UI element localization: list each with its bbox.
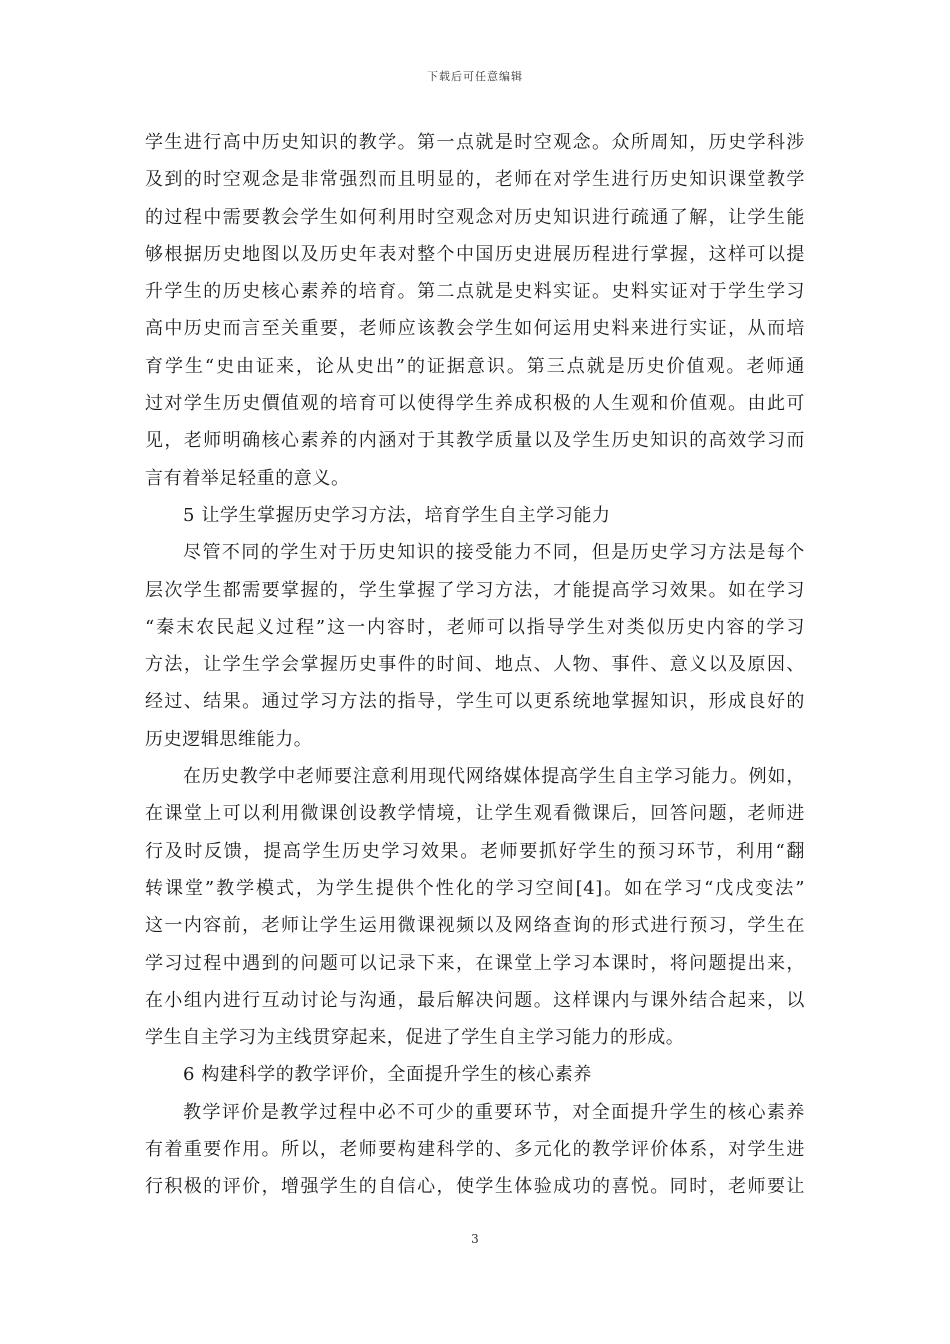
text-line: 有着重要作用。所以，老师要构建科学的、多元化的教学评价体系，对学生进 <box>145 1139 805 1161</box>
text-line: 在小组内进行互动讨论与沟通，最后解决问题。这样课内与课外结合起来，以 <box>145 989 805 1011</box>
text-line: 过对学生历史價值观的培育可以使得学生养成积极的人生观和价值观。由此可 <box>145 393 805 415</box>
page-number: 3 <box>471 1232 479 1246</box>
text-line: 行积极的评价，增强学生的自信心，使学生体验成功的喜悦。同时，老师要让 <box>145 1176 805 1198</box>
paragraph <box>145 124 805 497</box>
text-line: 学习过程中遇到的问题可以记录下来，在课堂上学习本课时，将问题提出来， <box>145 952 805 974</box>
heading-text: 5 让学生掌握历史学习方法，培育学生自主学习能力 <box>183 504 611 526</box>
text-line: 尽管不同的学生对于历史知识的接受能力不同，但是历史学习方法是每个 <box>183 542 805 564</box>
text-line: 在历史教学中老师要注意利用现代网络媒体提高学生自主学习能力。例如， <box>183 766 805 788</box>
text-line: 高中历史而言至关重要，老师应该教会学生如何运用史料来进行实证，从而培 <box>145 318 805 340</box>
text-line: 教学评价是教学过程中必不可少的重要环节，对全面提升学生的核心素养 <box>183 1101 805 1123</box>
text-line: 升学生的历史核心素养的培育。第二点就是史料实证。史料实证对于学生学习 <box>145 281 805 303</box>
document-body <box>145 124 805 1206</box>
text-line: 的过程中需要教会学生如何利用时空观念对历史知识进行疏通了解，让学生能 <box>145 206 805 228</box>
text-line: 及到的时空观念是非常强烈而且明显的，老师在对学生进行历史知识课堂教学 <box>145 169 805 191</box>
text-line: 层次学生都需要掌握的，学生掌握了学习方法，才能提高学习效果。如在学习 <box>145 579 805 601</box>
text-line: “秦末农民起义过程”这一内容时，老师可以指导学生对类似历史内容的学习 <box>145 616 805 638</box>
paragraph <box>145 1094 805 1206</box>
text-line: 这一内容前，老师让学生运用微课视频以及网络查询的形式进行预习，学生在 <box>145 915 805 937</box>
heading-text: 6 构建科学的教学评价，全面提升学生的核心素养 <box>183 1064 592 1086</box>
text-line: 学生自主学习为主线贯穿起来，促进了学生自主学习能力的形成。 <box>145 1027 685 1049</box>
text-line: 在课堂上可以利用微课创设教学情境，让学生观看微课后，回答问题，老师进 <box>145 803 805 825</box>
text-line: 转课堂”教学模式，为学生提供个性化的学习空间[4]。如在学习“戊戌变法” <box>145 877 805 899</box>
text-line: 行及时反馈，提高学生历史学习效果。老师要抓好学生的预习环节，利用“翻 <box>145 840 805 862</box>
page-header: 下载后可任意编辑 <box>427 70 523 83</box>
text-line: 见，老师明确核心素养的内涵对于其教学质量以及学生历史知识的高效学习而 <box>145 430 805 452</box>
text-line: 学生进行高中历史知识的教学。第一点就是时空观念。众所周知，历史学科涉 <box>145 132 805 153</box>
text-line: 言有着举足轻重的意义。 <box>145 467 350 489</box>
text-line: 历史逻辑思维能力。 <box>145 728 313 750</box>
paragraph <box>145 758 805 1056</box>
paragraph <box>145 534 805 758</box>
text-line: 育学生“史由证来，论从史出”的证据意识。第三点就是历史价值观。老师通 <box>145 355 805 377</box>
text-line: 够根据历史地图以及历史年表对整个中国历史进展历程进行掌握，这样可以提 <box>145 243 805 265</box>
section-heading <box>145 497 805 534</box>
text-line: 方法，让学生学会掌握历史事件的时间、地点、人物、事件、意义以及原因、 <box>145 654 805 676</box>
section-heading <box>145 1056 805 1093</box>
text-line: 经过、结果。通过学习方法的指导，学生可以更系统地掌握知识，形成良好的 <box>145 691 805 713</box>
